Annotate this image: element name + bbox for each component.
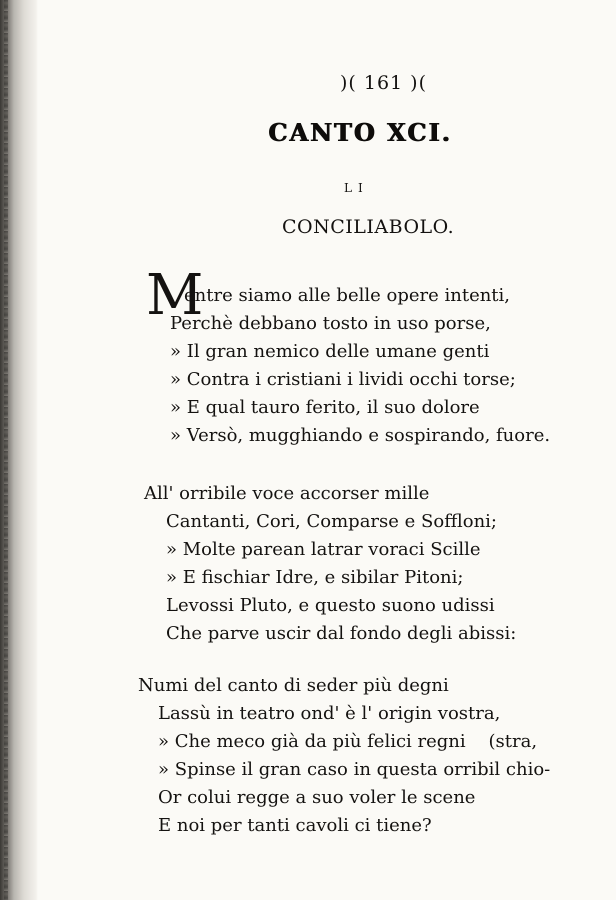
verse-line: Cantanti, Cori, Comparse e Soffloni; xyxy=(166,511,497,532)
stanza-3 xyxy=(138,672,550,840)
drop-cap: M xyxy=(146,263,204,328)
page-number: )( 161 )( xyxy=(340,72,427,94)
verse-line: Levossi Pluto, e questo suono udissi xyxy=(166,595,495,616)
verse-line: Numi del canto di seder più degni xyxy=(138,675,449,696)
gutter-shadow xyxy=(4,0,8,900)
verse-line: » E qual tauro ferito, il suo dolore xyxy=(170,397,480,418)
verse-line: All' orribile voce accorser mille xyxy=(144,483,430,504)
stanza-2 xyxy=(144,480,516,648)
article-li: LI xyxy=(344,181,369,195)
verse-line: » Il gran nemico delle umane genti xyxy=(170,341,490,362)
verse-line: » Versò, mugghiando e sospirando, fuore. xyxy=(170,425,551,446)
verse-line: Perchè debbano tosto in uso porse, xyxy=(170,313,491,334)
verse-line: » Spinse il gran caso in questa orribil chio- xyxy=(158,759,551,780)
stanza-1 xyxy=(170,282,551,450)
verse-line: » Molte parean latrar voraci Scille xyxy=(166,539,481,560)
verse-line: Or colui regge a suo voler le scene xyxy=(158,787,476,808)
canto-title: CANTO XCI. xyxy=(268,118,452,147)
verse-line: » E fischiar Idre, e sibilar Pitoni; xyxy=(166,567,464,588)
verse-line: Che parve uscir dal fondo degli abissi: xyxy=(166,623,517,644)
verse-line: Lassù in teatro ond' è l' origin vostra, xyxy=(158,703,501,724)
verse-line: entre siamo alle belle opere intenti, xyxy=(184,285,511,306)
verse-line: E noi per tanti cavoli ci tiene? xyxy=(158,815,432,836)
section-subtitle: CONCILIABOLO. xyxy=(282,216,455,238)
verse-line: » Contra i cristiani i lividi occhi torse; xyxy=(170,369,516,390)
verse-line: » Che meco già da più felici regni (stra, xyxy=(158,731,538,752)
